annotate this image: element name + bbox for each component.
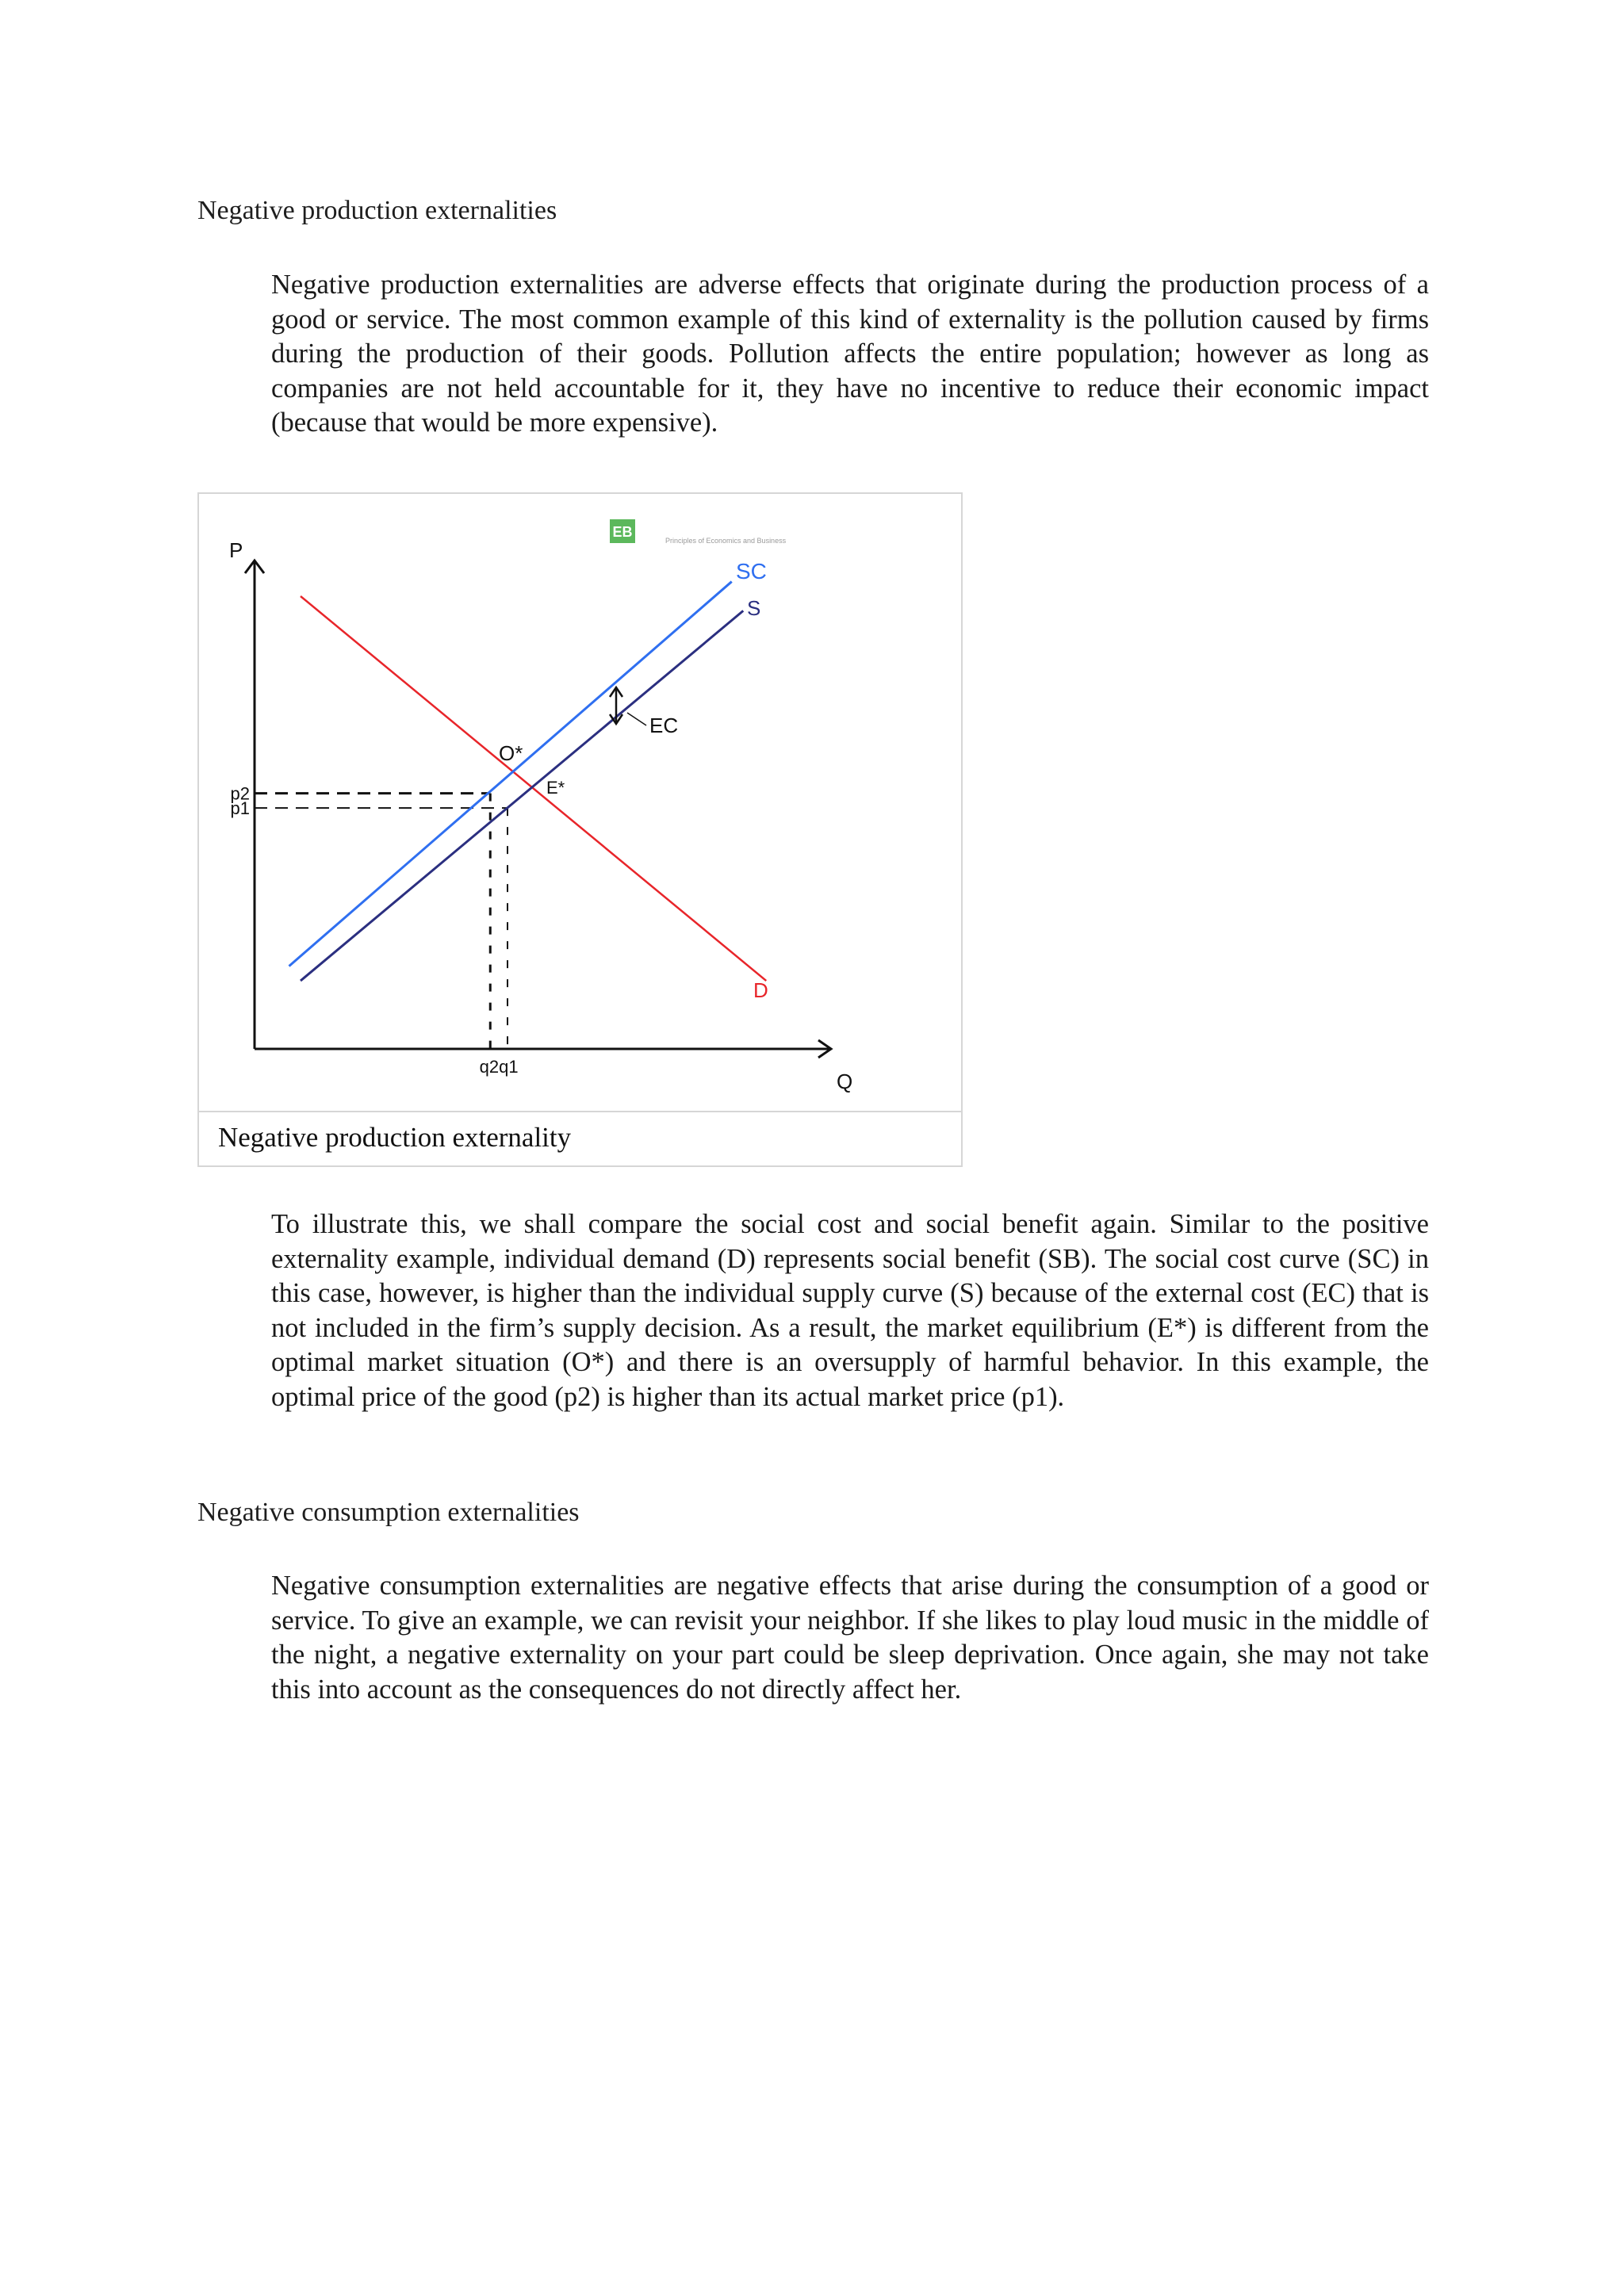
- d-curve-label: D: [753, 978, 768, 1002]
- p1-label: p1: [230, 798, 250, 819]
- guide-lines: [231, 784, 519, 1077]
- supply-curve-s: [301, 610, 743, 981]
- social-cost-curve-sc: [289, 582, 732, 966]
- optimum-point-label: O*: [499, 741, 523, 765]
- eb-logo: [610, 519, 787, 545]
- q-label: q2q1: [479, 1057, 519, 1077]
- section-heading-consumption: Negative consumption externalities: [197, 1498, 580, 1527]
- y-axis-label: P: [229, 538, 243, 562]
- eb-logo-text: Principles of Economics and Business: [665, 537, 787, 545]
- sc-curve-label: SC: [736, 559, 767, 584]
- x-axis-label: Q: [837, 1070, 853, 1093]
- ec-label: EC: [649, 714, 679, 737]
- externality-chart: [199, 494, 961, 1111]
- figure-caption-bar: [199, 1111, 961, 1165]
- figure-negative-production-externality: [197, 492, 963, 1167]
- eb-logo-badge-text: EB: [612, 524, 633, 540]
- ec-leader-line: [627, 713, 646, 725]
- p2-label: p2: [230, 783, 250, 804]
- chart-axes: [229, 538, 852, 1093]
- s-curve-label: S: [747, 596, 761, 620]
- equilibrium-point-label: E*: [546, 778, 565, 798]
- paragraph-production-intro: Negative production externalities are adverse effects that originate during the production process of a good or service. The most common example of this kind of externality is the pollution caused by firms during the production of their goods. Pollution affects the entire population; however as long as companies are not held accountable for it, they have no incentive to reduce their economic impact (because that would be more expensive).: [271, 270, 1429, 438]
- paragraph-production-explanation: To illustrate this, we shall compare the social cost and social benefit again. Similar to the positive externality example, individual demand (D) represents social benefit (SB). The social cost curve (SC) in this case, however, is higher than the individual supply curve (S) because of the external cost (EC) that is not included in the firm’s supply decision. As a result, the market equilibrium (E*) is different from the optimal market situation (O*) and there is an oversupply of harmful behavior. In this example, the optimal price of the good (p2) is higher than its actual market price (p1).: [271, 1209, 1429, 1412]
- section-heading-production: Negative production externalities: [197, 196, 557, 225]
- figure-caption: Negative production externality: [218, 1122, 572, 1153]
- paragraph-consumption-intro: Negative consumption externalities are negative effects that arise during the consumption of a good or service. To give an example, we can revisit your neighbor. If she likes to play loud music in the middle of the night, a negative externality on your part could be sleep deprivation. Once again, she may not take this into account as the consequences do not directly affect her.: [271, 1571, 1429, 1705]
- chart-curves: [289, 559, 768, 1002]
